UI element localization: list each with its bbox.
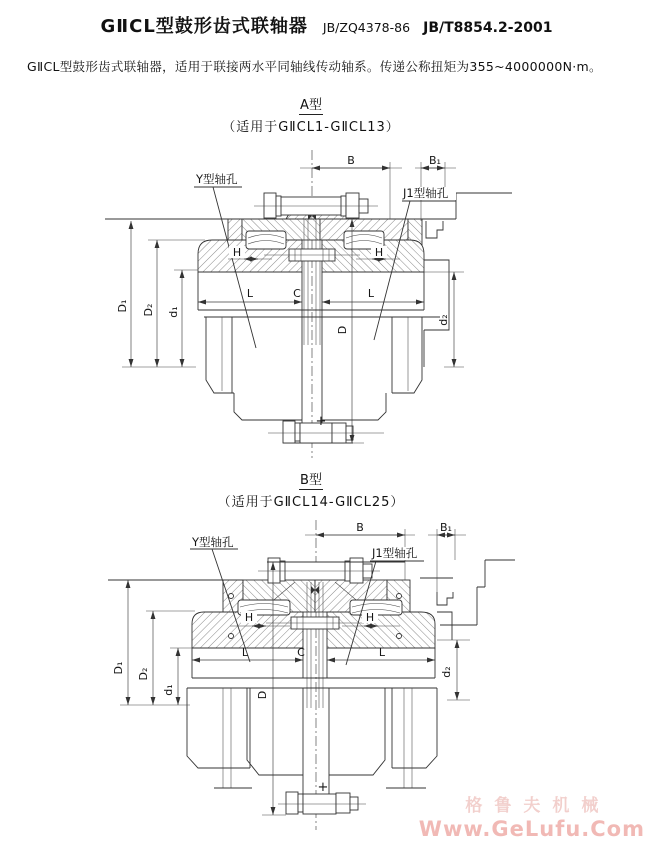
center-mark: +	[315, 414, 327, 429]
dim-label-l-left: L	[241, 646, 249, 659]
standard-number-zq: JB/ZQ4378-86	[322, 20, 411, 35]
figure-a-range-label: （适用于GⅡCL1-GⅡCL13）	[222, 120, 400, 136]
dim-label-b: B	[347, 154, 355, 167]
figure-a-drawing	[95, 140, 565, 470]
figure-a-type-label: A型	[299, 98, 323, 115]
lower-half-view	[187, 688, 437, 794]
dim-label-d1-small: d₁	[162, 684, 175, 696]
dim-label-b1: B₁	[429, 154, 441, 167]
intro-paragraph: GⅡCL型鼓形齿式联轴器，适用于联接两水平同轴线传动轴系。传递公称扭矩为355~4000000N·m。	[27, 59, 602, 74]
figure-b-range-label: （适用于GⅡCL14-GⅡCL25）	[217, 495, 405, 511]
page-title: GⅡCL型鼓形齿式联轴器	[100, 16, 308, 37]
dim-label-l-right: L	[378, 646, 386, 659]
dim-label-h-left: H	[244, 611, 254, 624]
outline-and-step-profile	[105, 193, 512, 367]
dim-label-d2-small: d₂	[437, 314, 450, 326]
dim-label-d2-small: d₂	[440, 666, 453, 678]
j1-hole-label: J1型轴孔	[403, 186, 449, 200]
dim-label-l-right: L	[367, 287, 375, 300]
dim-label-d: D	[256, 690, 269, 700]
dim-label-h-left: H	[232, 246, 242, 259]
dim-label-c: C	[293, 287, 301, 300]
watermark-brand: 格鲁夫机械	[465, 796, 611, 817]
watermark	[419, 797, 645, 841]
figure-a-heading	[0, 94, 622, 135]
dim-label-d2-cap: D₂	[137, 667, 150, 681]
j1-hole-label: J1型轴孔	[372, 546, 418, 560]
y-hole-label: Y型轴孔	[196, 172, 238, 186]
dim-label-d1-cap: D₁	[116, 299, 129, 313]
dim-label-d1-small: d₁	[167, 306, 180, 318]
dim-label-b: B	[356, 521, 364, 534]
y-hole-label: Y型轴孔	[192, 535, 234, 549]
page-header	[0, 12, 653, 38]
center-mark: +	[317, 780, 329, 795]
dim-label-d: D	[336, 325, 349, 335]
flange-bolt-top	[254, 193, 378, 218]
dim-label-h-right: H	[374, 246, 384, 259]
dim-label-b1: B₁	[440, 521, 452, 534]
hub-barrel	[187, 648, 437, 688]
flange-bolt-bottom	[278, 792, 366, 814]
standard-number-jbt: JB/T8854.2-2001	[423, 20, 553, 36]
dim-label-l-left: L	[246, 287, 254, 300]
hub-barrel	[198, 272, 440, 317]
dim-label-c: C	[297, 646, 305, 659]
dim-label-h-right: H	[365, 611, 375, 624]
watermark-url: Www.GeLufu.Com	[418, 816, 645, 841]
figure-b-type-label: B型	[299, 473, 323, 490]
dim-label-d1-cap: D₁	[112, 661, 125, 675]
dim-label-d2-cap: D₂	[142, 303, 155, 317]
